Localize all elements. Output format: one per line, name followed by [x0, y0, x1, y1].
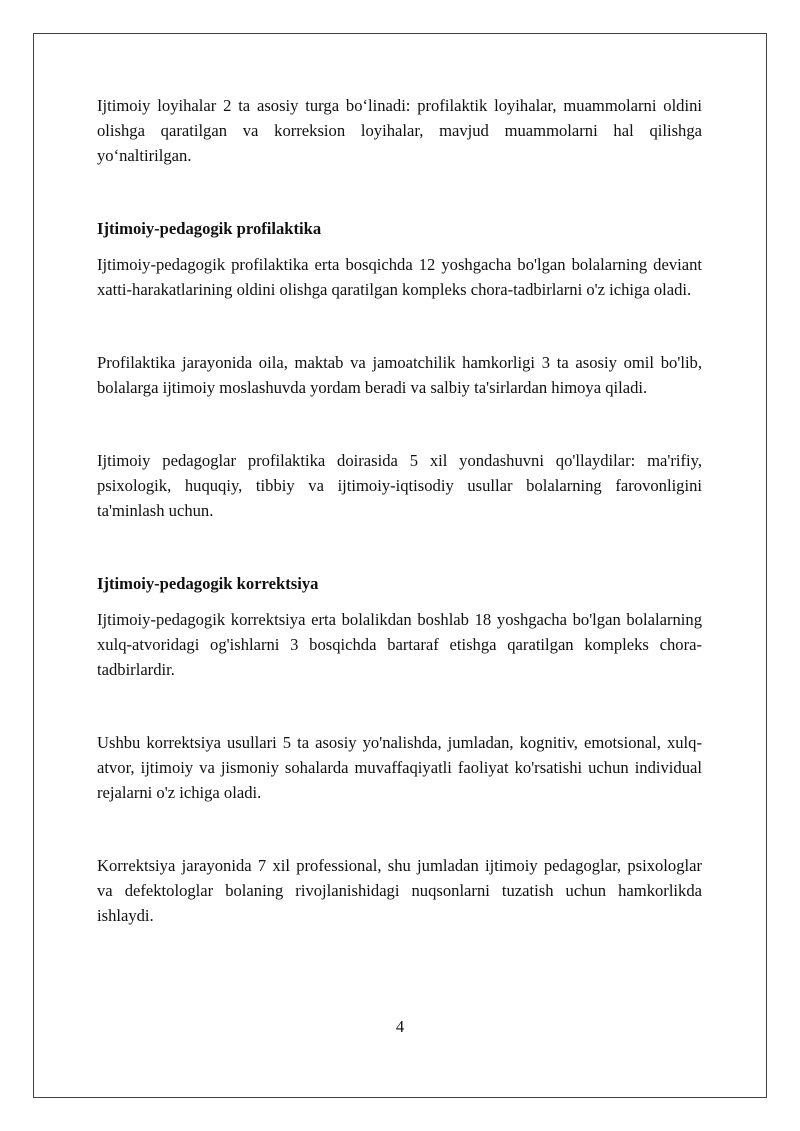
section-profilaktika [97, 216, 702, 523]
document-body [97, 93, 702, 928]
page-number: 4 [395, 1017, 405, 1036]
section-korrektsiya [97, 571, 702, 928]
section-heading: Ijtimoiy-pedagogik profilaktika [97, 219, 322, 238]
intro-paragraph: Ijtimoiy loyihalar 2 ta asosiy turga bo‘linadi: profilaktik loyihalar, muammolarni oldini olishga qaratilgan va korreksion loyihalar, mavjud muammolarni hal qilishga yo‘naltirilgan. [97, 96, 702, 165]
body-paragraph: Ijtimoiy-pedagogik korrektsiya erta bolalikdan boshlab 18 yoshgacha bo'lgan bolalarning xulq-atvoridagi og'ishlarni 3 bosqichda bartaraf etishga qaratilgan kompleks chora-tadbirlardir. [97, 610, 702, 679]
section-heading: Ijtimoiy-pedagogik korrektsiya [97, 574, 319, 593]
body-paragraph: Ushbu korrektsiya usullari 5 ta asosiy yo'nalishda, jumladan, kognitiv, emotsional, xulq-atvor, ijtimoiy va jismoniy sohalarda muvaffaqiyatli faoliyat ko'rsatishi uchun individual rejalarni o'z ichiga oladi. [97, 733, 702, 802]
body-paragraph: Korrektsiya jarayonida 7 xil professional, shu jumladan ijtimoiy pedagoglar, psixologlar va defektologlar bolaning rivojlanishidagi nuqsonlarni tuzatish uchun hamkorlikda ishlaydi. [97, 856, 702, 925]
body-paragraph: Ijtimoiy pedagoglar profilaktika doirasida 5 xil yondashuvni qo'llaydilar: ma'rifiy, psixologik, huquqiy, tibbiy va ijtimoiy-iqtisodiy usullar bolalarning farovonligini ta'minlash uchun. [97, 451, 702, 520]
body-paragraph: Profilaktika jarayonida oila, maktab va jamoatchilik hamkorligi 3 ta asosiy omil bo'lib, bolalarga ijtimoiy moslashuvda yordam beradi va salbiy ta'sirlardan himoya qiladi. [97, 353, 702, 397]
body-paragraph: Ijtimoiy-pedagogik profilaktika erta bosqichda 12 yoshgacha bo'lgan bolalarning deviant xatti-harakatlarining oldini olishga qaratilgan kompleks chora-tadbirlarni o'z ichiga oladi. [97, 255, 702, 299]
